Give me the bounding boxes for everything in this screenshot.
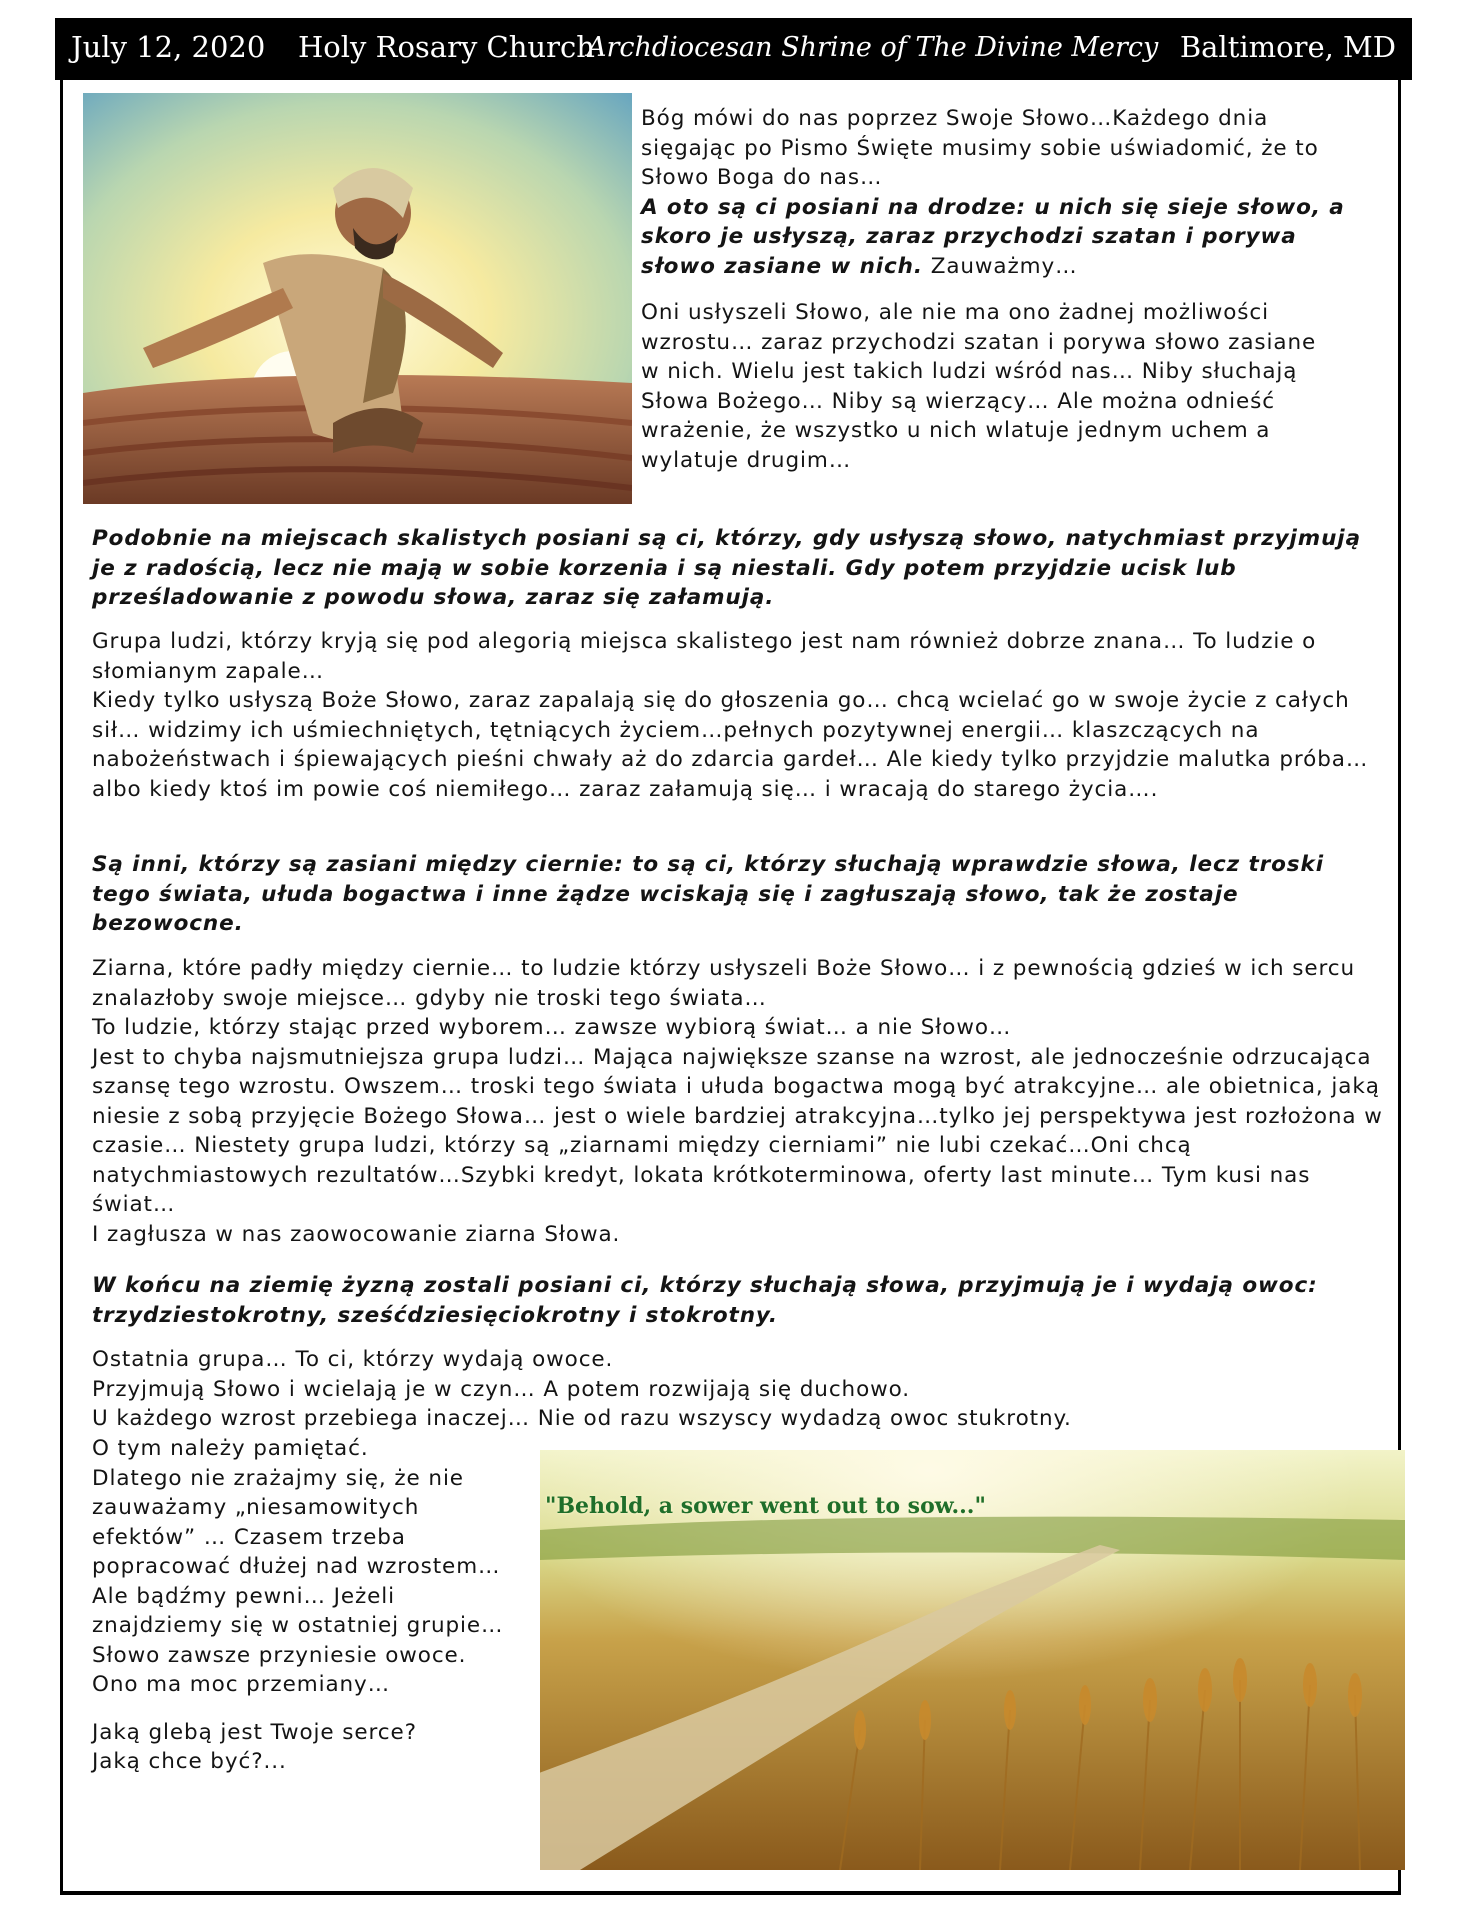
rocky-commentary (92, 627, 1387, 804)
intro-text-end: Zauważmy… (922, 253, 1078, 279)
thorns-line-1: Ziarna, które padły między ciernie… to ludzie którzy usłyszeli Boże Słowo… i z pewnością gdzieś w ich sercu znalazłoby swoje miejsce… gdyby nie troski tego świata… (92, 956, 1355, 1011)
good-soil-line-3: U każdego wzrost przebiega inaczej… Nie od razu wszyscy wydadzą owoc stukrotny. (92, 1406, 1072, 1431)
thorns-line-4: I zagłusza w nas zaowocowanie ziarna Słowa. (92, 1221, 621, 1247)
header-church-name: Holy Rosary Church (298, 30, 595, 64)
good-soil-line-5: Dlatego nie zrażajmy się, że nie zauważamy „niesamowitych efektów” … Czasem trzeba popracować dłużej nad wzrostem… Ale bądźmy pewni… Jeżeli znajdziemy się w ostatniej grupie… (92, 1465, 504, 1638)
thorns-line-2: To ludzie, którzy stając przed wyborem… zawsze wybiorą świat… a nie Słowo… (92, 1015, 1012, 1040)
sower-painting (83, 93, 632, 504)
intro-paragraph-2: Oni usłyszeli Słowo, ale nie ma ono żadnej możliwości wzrostu… zaraz przychodzi szatan i porywa słowo zasiane w nich. Wielu jest takich ludzi wśród nas… Niby słuchają Słowa Bożego… Niby są wierzący… Ale można odnieść wrażenie, że wszystko u nich wlatuje jednym uchem a wylatuje drugim… (641, 300, 1317, 473)
bulletin-header (55, 18, 1412, 80)
scripture-good-soil: W końcu na ziemię żyzną zostali posiani ci, którzy słuchają słowa, przyjmują je i wydają owoc: trzydziestokrotny, sześćdziesięciokrotny i stokrotny. (92, 1273, 1318, 1328)
scripture-thorns: Są inni, którzy są zasiani między ciernie: to są ci, którzy słuchają wprawdzie słowa, lecz troski tego świata, ułuda bogactwa i inne żądze wciskają się i zagłuszają słowo, tak że zostaje bezowocne. (92, 852, 1324, 936)
good-soil-line-2: Przyjmują Słowo i wcielają je w czyn… A potem rozwijają się duchowo. (92, 1376, 911, 1402)
good-soil-line-4: O tym należy pamiętać. (92, 1436, 369, 1461)
scripture-rocky: Podobnie na miejscach skalistych posiani są ci, którzy, gdy usłyszą słowo, natychmiast przyjmują je z radością, lecz nie mają w sobie korzenia i są niestali. Gdy potem przyjdzie ucisk lub prześladowanie z powodu słowa, zaraz się załamują. (92, 526, 1361, 610)
rocky-line-2: Kiedy tylko usłyszą Boże Słowo, zaraz zapalają się do głoszenia go… chcą wcielać go w swoje życie z całych sił… widzimy ich uśmiechniętych, tętniących życiem…pełnych pozytywnej energii… klaszczących na nabożeństwach i śpiewających pieśni chwały aż do zdarcia gardeł… Ale kiedy tylko przyjdzie malutka próba… albo kiedy ktoś im powie coś niemiłego… zaraz załamują się… i wracają do starego życia…. (92, 688, 1369, 802)
intro-paragraph-1 (641, 104, 1371, 281)
good-soil-line-1: Ostatnia grupa… To ci, którzy wydają owoce. (92, 1347, 614, 1372)
header-date: July 12, 2020 (71, 30, 266, 64)
good-soil-line-7: Ono ma moc przemiany… (92, 1672, 391, 1697)
closing-question-1: Jaką glebą jest Twoje serce? (92, 1719, 417, 1745)
field-caption: "Behold, a sower went out to sow..." (545, 1493, 986, 1519)
header-shrine-name: Archdiocesan Shrine of The Divine Mercy (587, 32, 1159, 63)
closing-question-2: Jaką chce być?... (92, 1749, 287, 1774)
good-soil-line-6: Słowo zawsze przyniesie owoce. (92, 1642, 467, 1668)
intro-text: Bóg mówi do nas poprzez Swoje Słowo…Każdego dnia sięgając po Pismo Święte musimy sobie uświadomić, że to Słowo Boga do nas… (641, 106, 1319, 190)
good-soil-lines-top (92, 1345, 1322, 1434)
rocky-line-1: Grupa ludzi, którzy kryją się pod alegorią miejsca skalistego jest nam również dobrze znana… To ludzie o słomianym zapale… (92, 629, 1317, 684)
thorns-line-3: Jest to chyba najsmutniejsza grupa ludzi… Mająca największe szanse na wzrost, ale jednocześnie odrzucająca szansę tego wzrostu. Owszem… troski tego świata i ułuda bogactwa mogą być atrakcyjne… ale obietnica, jaką niesie z sobą przyjęcie Bożego Słowa… jest o wiele bardziej atrakcyjna…tylko jej perspektywa jest rozłożona w czasie… Niestety grupa ludzi, którzy są „ziarnami między cierniami” nie lubi czekać…Oni chcą natychmiastowych rezultatów…Szybki kredyt, lokata krótkoterminowa, oferty last minute… Tym kusi nas świat… (92, 1044, 1383, 1217)
scripture-path: A oto są ci posiani na drodze: u nich się sieje słowo, a skoro je usłyszą, zaraz przychodzi szatan i porywa słowo zasiane w nich. (641, 194, 1345, 279)
thorns-commentary (92, 954, 1387, 1249)
header-city: Baltimore, MD (1179, 30, 1396, 64)
good-soil-lines-bottom (92, 1434, 522, 1777)
